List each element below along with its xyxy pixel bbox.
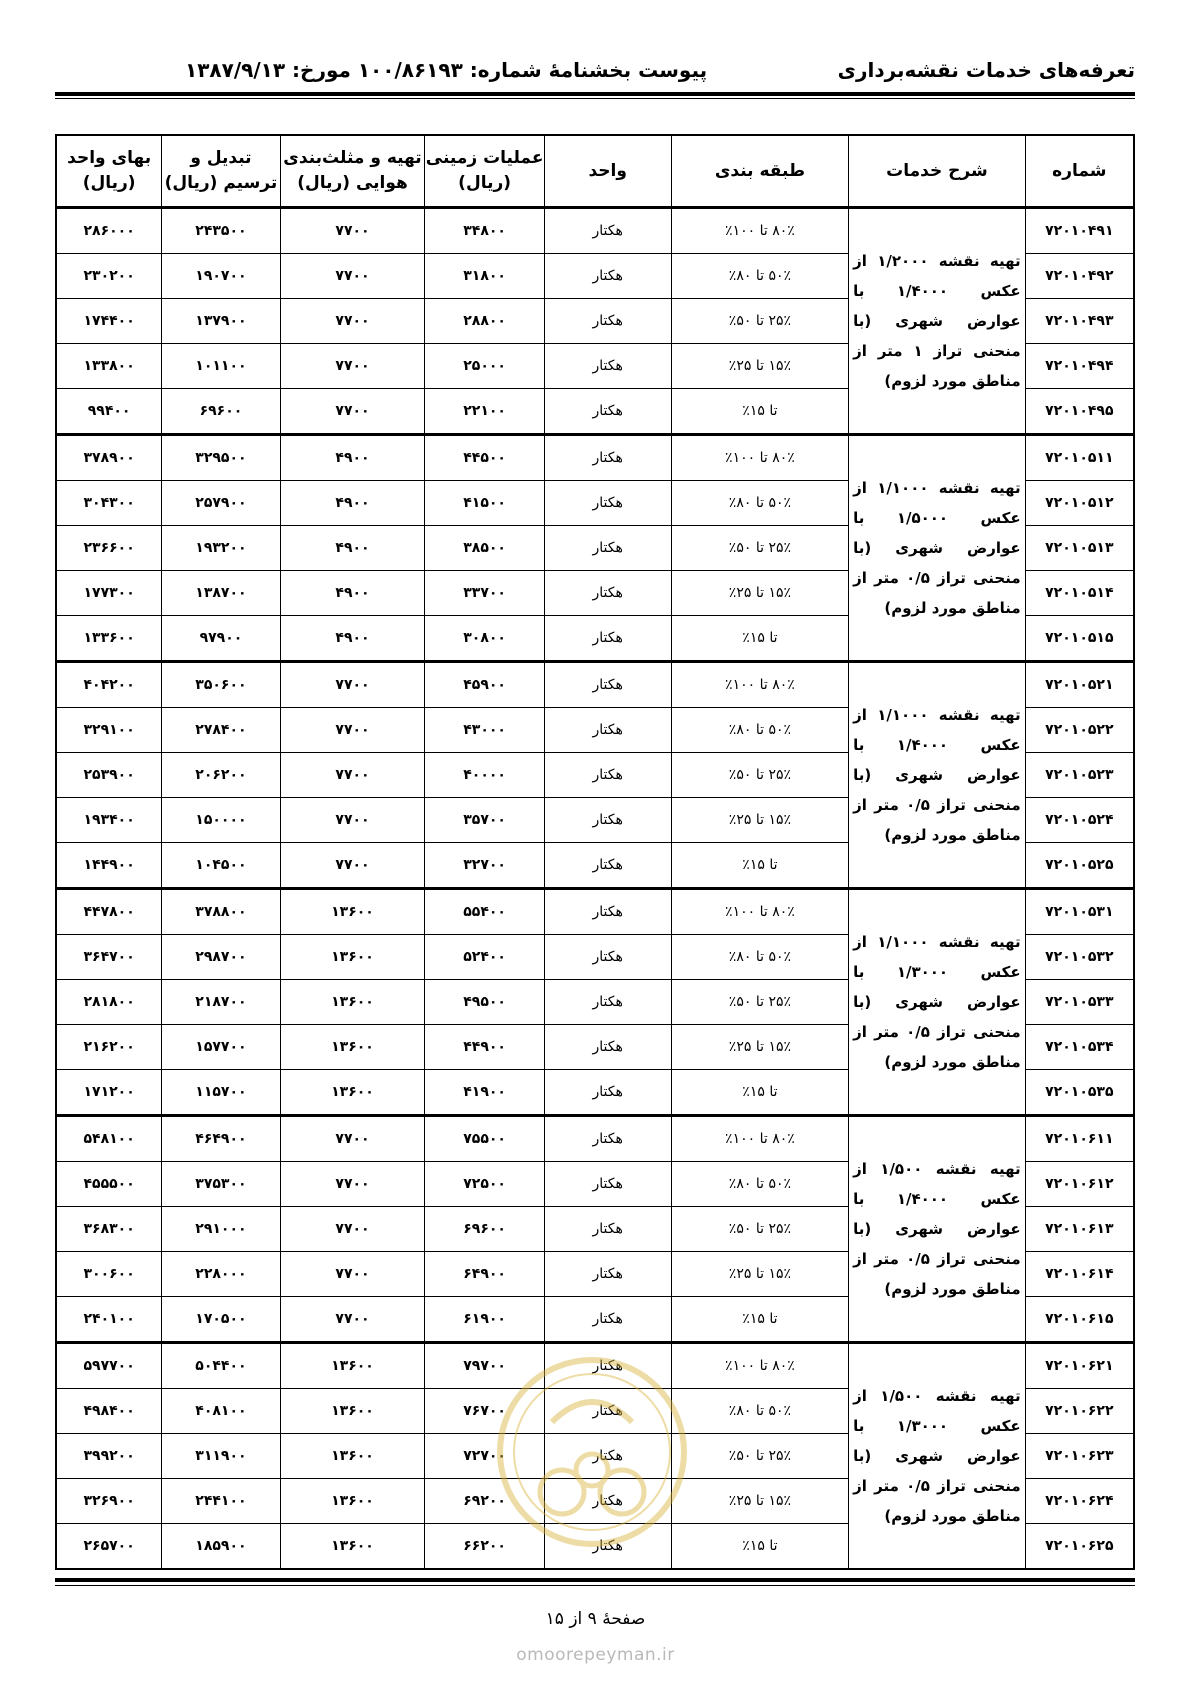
header-unit: واحد — [544, 135, 671, 208]
cell-code: ۷۲۰۱۰۶۲۳ — [1025, 1434, 1134, 1479]
cell-classification: ۲۵٪ تا ۵۰٪ — [671, 753, 849, 798]
cell-classification: ۱۵٪ تا ۲۵٪ — [671, 1252, 849, 1297]
cell-code: ۷۲۰۱۰۶۲۱ — [1025, 1343, 1134, 1389]
table-row — [56, 1116, 1134, 1162]
cell-unit-price: ۹۹۴۰۰ — [56, 389, 162, 435]
cell-unit-price: ۳۹۹۲۰۰ — [56, 1434, 162, 1479]
header-rule-thick — [55, 92, 1135, 96]
cell-ground-operations: ۶۴۹۰۰ — [425, 1252, 544, 1297]
cell-unit: هکتار — [544, 980, 671, 1025]
cell-code: ۷۲۰۱۰۵۲۱ — [1025, 662, 1134, 708]
header-code: شماره — [1025, 135, 1134, 208]
header-rule-thin — [55, 98, 1135, 99]
cell-conversion-drawing: ۵۰۴۴۰۰ — [162, 1343, 280, 1389]
cell-classification: ۲۵٪ تا ۵۰٪ — [671, 526, 849, 571]
cell-code: ۷۲۰۱۰۵۲۴ — [1025, 798, 1134, 843]
cell-aerial-triangulation: ۱۳۶۰۰ — [280, 935, 425, 980]
cell-code: ۷۲۰۱۰۶۱۴ — [1025, 1252, 1134, 1297]
cell-classification: ۲۵٪ تا ۵۰٪ — [671, 1207, 849, 1252]
cell-classification: ۸۰٪ تا ۱۰۰٪ — [671, 435, 849, 481]
cell-unit-price: ۳۲۹۱۰۰ — [56, 708, 162, 753]
cell-service-description: تهیه نقشه ۱/۱۰۰۰ از عکس ۱/۴۰۰۰ با عوارض شهری (با منحنی تراز ۰/۵ متر از مناطق مورد لزوم) — [849, 662, 1025, 889]
cell-unit-price: ۴۹۸۴۰۰ — [56, 1389, 162, 1434]
cell-classification: تا ۱۵٪ — [671, 389, 849, 435]
cell-unit-price: ۵۹۷۷۰۰ — [56, 1343, 162, 1389]
website-watermark: omoorepeyman.ir — [516, 1645, 675, 1665]
cell-ground-operations: ۲۵۰۰۰ — [425, 344, 544, 389]
cell-ground-operations: ۳۱۸۰۰ — [425, 254, 544, 299]
cell-aerial-triangulation: ۷۷۰۰ — [280, 208, 425, 254]
cell-unit-price: ۱۴۴۹۰۰ — [56, 843, 162, 889]
cell-unit: هکتار — [544, 616, 671, 662]
cell-code: ۷۲۰۱۰۶۱۳ — [1025, 1207, 1134, 1252]
cell-ground-operations: ۴۱۵۰۰ — [425, 481, 544, 526]
cell-conversion-drawing: ۲۴۳۵۰۰ — [162, 208, 280, 254]
cell-unit-price: ۱۳۳۶۰۰ — [56, 616, 162, 662]
cell-ground-operations: ۴۵۹۰۰ — [425, 662, 544, 708]
cell-unit: هکتار — [544, 344, 671, 389]
cell-unit: هکتار — [544, 254, 671, 299]
cell-unit-price: ۴۰۴۲۰۰ — [56, 662, 162, 708]
cell-unit-price: ۳۶۴۷۰۰ — [56, 935, 162, 980]
page-header — [55, 58, 1135, 88]
cell-code: ۷۲۰۱۰۵۱۲ — [1025, 481, 1134, 526]
cell-unit-price: ۱۷۱۲۰۰ — [56, 1070, 162, 1116]
cell-classification: ۵۰٪ تا ۸۰٪ — [671, 1162, 849, 1207]
cell-classification: ۸۰٪ تا ۱۰۰٪ — [671, 208, 849, 254]
tariff-table — [55, 134, 1135, 1570]
cell-code: ۷۲۰۱۰۶۲۴ — [1025, 1479, 1134, 1524]
cell-conversion-drawing: ۳۱۱۹۰۰ — [162, 1434, 280, 1479]
cell-classification: ۸۰٪ تا ۱۰۰٪ — [671, 889, 849, 935]
cell-unit: هکتار — [544, 1434, 671, 1479]
cell-service-description: تهیه نقشه ۱/۲۰۰۰ از عکس ۱/۴۰۰۰ با عوارض شهری (با منحنی تراز ۱ متر از مناطق مورد لزوم) — [849, 208, 1025, 435]
cell-conversion-drawing: ۱۹۳۲۰۰ — [162, 526, 280, 571]
header-description: شرح خدمات — [849, 135, 1025, 208]
table-row — [56, 662, 1134, 708]
cell-aerial-triangulation: ۴۹۰۰ — [280, 571, 425, 616]
cell-ground-operations: ۶۱۹۰۰ — [425, 1297, 544, 1343]
cell-unit: هکتار — [544, 526, 671, 571]
cell-ground-operations: ۷۲۵۰۰ — [425, 1162, 544, 1207]
cell-conversion-drawing: ۶۹۶۰۰ — [162, 389, 280, 435]
cell-code: ۷۲۰۱۰۵۳۴ — [1025, 1025, 1134, 1070]
cell-code: ۷۲۰۱۰۶۱۲ — [1025, 1162, 1134, 1207]
table-header-row — [56, 135, 1134, 208]
cell-aerial-triangulation: ۱۳۶۰۰ — [280, 1524, 425, 1570]
cell-code: ۷۲۰۱۰۴۹۳ — [1025, 299, 1134, 344]
cell-classification: ۱۵٪ تا ۲۵٪ — [671, 1479, 849, 1524]
cell-unit-price: ۲۴۰۱۰۰ — [56, 1297, 162, 1343]
cell-aerial-triangulation: ۷۷۰۰ — [280, 389, 425, 435]
cell-conversion-drawing: ۴۶۴۹۰۰ — [162, 1116, 280, 1162]
cell-code: ۷۲۰۱۰۴۹۲ — [1025, 254, 1134, 299]
cell-aerial-triangulation: ۷۷۰۰ — [280, 1252, 425, 1297]
cell-conversion-drawing: ۲۹۱۰۰۰ — [162, 1207, 280, 1252]
cell-classification: ۵۰٪ تا ۸۰٪ — [671, 254, 849, 299]
cell-aerial-triangulation: ۷۷۰۰ — [280, 1116, 425, 1162]
cell-conversion-drawing: ۱۵۰۰۰۰ — [162, 798, 280, 843]
cell-unit-price: ۵۴۸۱۰۰ — [56, 1116, 162, 1162]
header-classification: طبقه بندی — [671, 135, 849, 208]
cell-unit: هکتار — [544, 662, 671, 708]
cell-conversion-drawing: ۲۰۶۲۰۰ — [162, 753, 280, 798]
cell-unit-price: ۱۷۴۴۰۰ — [56, 299, 162, 344]
table-body — [56, 208, 1134, 1570]
cell-aerial-triangulation: ۷۷۰۰ — [280, 299, 425, 344]
cell-classification: ۱۵٪ تا ۲۵٪ — [671, 344, 849, 389]
cell-aerial-triangulation: ۱۳۶۰۰ — [280, 1025, 425, 1070]
cell-conversion-drawing: ۴۰۸۱۰۰ — [162, 1389, 280, 1434]
cell-unit: هکتار — [544, 935, 671, 980]
cell-ground-operations: ۳۵۷۰۰ — [425, 798, 544, 843]
cell-conversion-drawing: ۱۹۰۷۰۰ — [162, 254, 280, 299]
cell-code: ۷۲۰۱۰۵۱۳ — [1025, 526, 1134, 571]
cell-aerial-triangulation: ۱۳۶۰۰ — [280, 1434, 425, 1479]
cell-conversion-drawing: ۳۵۰۶۰۰ — [162, 662, 280, 708]
cell-unit-price: ۲۱۶۲۰۰ — [56, 1025, 162, 1070]
cell-unit-price: ۴۴۷۸۰۰ — [56, 889, 162, 935]
cell-service-description: تهیه نقشه ۱/۱۰۰۰ از عکس ۱/۳۰۰۰ با عوارض شهری (با منحنی تراز ۰/۵ متر از مناطق مورد لزوم) — [849, 889, 1025, 1116]
cell-ground-operations: ۷۵۵۰۰ — [425, 1116, 544, 1162]
cell-ground-operations: ۳۳۷۰۰ — [425, 571, 544, 616]
cell-conversion-drawing: ۳۷۵۳۰۰ — [162, 1162, 280, 1207]
cell-ground-operations: ۴۴۵۰۰ — [425, 435, 544, 481]
cell-unit: هکتار — [544, 1116, 671, 1162]
cell-classification: ۵۰٪ تا ۸۰٪ — [671, 1389, 849, 1434]
cell-aerial-triangulation: ۱۳۶۰۰ — [280, 1343, 425, 1389]
cell-unit-price: ۲۵۳۹۰۰ — [56, 753, 162, 798]
cell-unit-price: ۲۶۵۷۰۰ — [56, 1524, 162, 1570]
cell-conversion-drawing: ۱۳۷۹۰۰ — [162, 299, 280, 344]
cell-conversion-drawing: ۲۲۸۰۰۰ — [162, 1252, 280, 1297]
cell-aerial-triangulation: ۴۹۰۰ — [280, 616, 425, 662]
cell-ground-operations: ۴۹۵۰۰ — [425, 980, 544, 1025]
cell-ground-operations: ۳۴۸۰۰ — [425, 208, 544, 254]
cell-code: ۷۲۰۱۰۵۲۵ — [1025, 843, 1134, 889]
cell-aerial-triangulation: ۷۷۰۰ — [280, 254, 425, 299]
cell-conversion-drawing: ۳۲۹۵۰۰ — [162, 435, 280, 481]
cell-unit: هکتار — [544, 1252, 671, 1297]
table-row — [56, 208, 1134, 254]
cell-classification: تا ۱۵٪ — [671, 616, 849, 662]
cell-classification: تا ۱۵٪ — [671, 1070, 849, 1116]
cell-aerial-triangulation: ۴۹۰۰ — [280, 481, 425, 526]
cell-aerial-triangulation: ۱۳۶۰۰ — [280, 1070, 425, 1116]
cell-unit: هکتار — [544, 1207, 671, 1252]
cell-conversion-drawing: ۱۰۱۱۰۰ — [162, 344, 280, 389]
cell-conversion-drawing: ۲۹۸۷۰۰ — [162, 935, 280, 980]
cell-unit: هکتار — [544, 1524, 671, 1570]
header-conversion-drawing: تبدیل و ترسیم (ریال) — [162, 135, 280, 208]
cell-unit: هکتار — [544, 1297, 671, 1343]
cell-service-description: تهیه نقشه ۱/۵۰۰ از عکس ۱/۴۰۰۰ با عوارض شهری (با منحنی تراز ۰/۵ متر از مناطق مورد لزوم) — [849, 1116, 1025, 1343]
cell-unit: هکتار — [544, 1025, 671, 1070]
table-row — [56, 1343, 1134, 1389]
cell-aerial-triangulation: ۱۳۶۰۰ — [280, 980, 425, 1025]
cell-ground-operations: ۲۸۸۰۰ — [425, 299, 544, 344]
cell-ground-operations: ۳۰۸۰۰ — [425, 616, 544, 662]
cell-code: ۷۲۰۱۰۴۹۵ — [1025, 389, 1134, 435]
cell-conversion-drawing: ۹۷۹۰۰ — [162, 616, 280, 662]
cell-unit: هکتار — [544, 708, 671, 753]
cell-aerial-triangulation: ۴۹۰۰ — [280, 435, 425, 481]
cell-ground-operations: ۷۹۷۰۰ — [425, 1343, 544, 1389]
cell-code: ۷۲۰۱۰۵۱۱ — [1025, 435, 1134, 481]
cell-code: ۷۲۰۱۰۵۲۳ — [1025, 753, 1134, 798]
cell-code: ۷۲۰۱۰۶۱۱ — [1025, 1116, 1134, 1162]
cell-code: ۷۲۰۱۰۵۳۳ — [1025, 980, 1134, 1025]
cell-ground-operations: ۶۶۲۰۰ — [425, 1524, 544, 1570]
cell-unit: هکتار — [544, 843, 671, 889]
cell-code: ۷۲۰۱۰۵۳۱ — [1025, 889, 1134, 935]
cell-conversion-drawing: ۱۵۷۷۰۰ — [162, 1025, 280, 1070]
cell-unit-price: ۳۷۸۹۰۰ — [56, 435, 162, 481]
cell-aerial-triangulation: ۷۷۰۰ — [280, 1297, 425, 1343]
cell-code: ۷۲۰۱۰۶۲۵ — [1025, 1524, 1134, 1570]
cell-code: ۷۲۰۱۰۴۹۱ — [1025, 208, 1134, 254]
cell-unit-price: ۲۳۶۶۰۰ — [56, 526, 162, 571]
cell-unit: هکتار — [544, 389, 671, 435]
cell-classification: ۵۰٪ تا ۸۰٪ — [671, 708, 849, 753]
cell-classification: تا ۱۵٪ — [671, 1524, 849, 1570]
header-aerial-triangulation: تهیه و مثلث‌بندی هوایی (ریال) — [280, 135, 425, 208]
cell-aerial-triangulation: ۴۹۰۰ — [280, 526, 425, 571]
cell-unit: هکتار — [544, 1479, 671, 1524]
cell-unit-price: ۳۶۸۳۰۰ — [56, 1207, 162, 1252]
cell-service-description: تهیه نقشه ۱/۱۰۰۰ از عکس ۱/۵۰۰۰ با عوارض شهری (با منحنی تراز ۰/۵ متر از مناطق مورد لزوم) — [849, 435, 1025, 662]
cell-conversion-drawing: ۲۴۴۱۰۰ — [162, 1479, 280, 1524]
cell-conversion-drawing: ۲۱۸۷۰۰ — [162, 980, 280, 1025]
cell-classification: ۸۰٪ تا ۱۰۰٪ — [671, 662, 849, 708]
cell-aerial-triangulation: ۷۷۰۰ — [280, 753, 425, 798]
cell-aerial-triangulation: ۱۳۶۰۰ — [280, 889, 425, 935]
cell-unit: هکتار — [544, 1162, 671, 1207]
cell-unit: هکتار — [544, 798, 671, 843]
cell-ground-operations: ۶۹۲۰۰ — [425, 1479, 544, 1524]
header-unit-price: بهای واحد (ریال) — [56, 135, 162, 208]
cell-code: ۷۲۰۱۰۵۱۴ — [1025, 571, 1134, 616]
cell-conversion-drawing: ۳۷۸۸۰۰ — [162, 889, 280, 935]
cell-aerial-triangulation: ۱۳۶۰۰ — [280, 1479, 425, 1524]
cell-classification: تا ۱۵٪ — [671, 843, 849, 889]
cell-conversion-drawing: ۲۷۸۴۰۰ — [162, 708, 280, 753]
cell-conversion-drawing: ۱۳۸۷۰۰ — [162, 571, 280, 616]
cell-unit: هکتار — [544, 208, 671, 254]
cell-conversion-drawing: ۱۷۰۵۰۰ — [162, 1297, 280, 1343]
cell-code: ۷۲۰۱۰۵۳۲ — [1025, 935, 1134, 980]
cell-unit: هکتار — [544, 481, 671, 526]
page-number: صفحهٔ ۹ از ۱۵ — [545, 1609, 646, 1629]
cell-classification: ۲۵٪ تا ۵۰٪ — [671, 1434, 849, 1479]
cell-code: ۷۲۰۱۰۶۲۲ — [1025, 1389, 1134, 1434]
cell-classification: تا ۱۵٪ — [671, 1297, 849, 1343]
table-row — [56, 435, 1134, 481]
cell-unit: هکتار — [544, 1343, 671, 1389]
cell-aerial-triangulation: ۷۷۰۰ — [280, 344, 425, 389]
cell-aerial-triangulation: ۱۳۶۰۰ — [280, 1389, 425, 1434]
cell-conversion-drawing: ۱۱۵۷۰۰ — [162, 1070, 280, 1116]
cell-classification: ۸۰٪ تا ۱۰۰٪ — [671, 1116, 849, 1162]
cell-ground-operations: ۳۲۷۰۰ — [425, 843, 544, 889]
cell-classification: ۵۰٪ تا ۸۰٪ — [671, 481, 849, 526]
circular-reference: پیوست بخشنامهٔ شماره: ۱۰۰/۸۶۱۹۳ مورخ: ۱۳۸۷/۹/۱۳ — [185, 58, 708, 82]
cell-conversion-drawing: ۲۵۷۹۰۰ — [162, 481, 280, 526]
cell-ground-operations: ۳۸۵۰۰ — [425, 526, 544, 571]
cell-aerial-triangulation: ۷۷۰۰ — [280, 1162, 425, 1207]
cell-conversion-drawing: ۱۰۴۵۰۰ — [162, 843, 280, 889]
cell-ground-operations: ۵۲۴۰۰ — [425, 935, 544, 980]
cell-code: ۷۲۰۱۰۴۹۴ — [1025, 344, 1134, 389]
cell-unit-price: ۱۹۳۴۰۰ — [56, 798, 162, 843]
table-row — [56, 889, 1134, 935]
cell-aerial-triangulation: ۷۷۰۰ — [280, 662, 425, 708]
cell-ground-operations: ۴۰۰۰۰ — [425, 753, 544, 798]
cell-ground-operations: ۴۱۹۰۰ — [425, 1070, 544, 1116]
cell-unit: هکتار — [544, 753, 671, 798]
cell-unit: هکتار — [544, 571, 671, 616]
cell-ground-operations: ۵۵۴۰۰ — [425, 889, 544, 935]
header-ground-operations: عملیات زمینی (ریال) — [425, 135, 544, 208]
cell-unit-price: ۳۰۰۶۰۰ — [56, 1252, 162, 1297]
cell-unit: هکتار — [544, 1389, 671, 1434]
cell-unit: هکتار — [544, 299, 671, 344]
cell-aerial-triangulation: ۷۷۰۰ — [280, 1207, 425, 1252]
cell-ground-operations: ۴۳۰۰۰ — [425, 708, 544, 753]
cell-code: ۷۲۰۱۰۵۱۵ — [1025, 616, 1134, 662]
cell-conversion-drawing: ۱۸۵۹۰۰ — [162, 1524, 280, 1570]
cell-ground-operations: ۶۹۶۰۰ — [425, 1207, 544, 1252]
cell-ground-operations: ۴۴۹۰۰ — [425, 1025, 544, 1070]
cell-classification: ۱۵٪ تا ۲۵٪ — [671, 1025, 849, 1070]
cell-classification: ۵۰٪ تا ۸۰٪ — [671, 935, 849, 980]
cell-aerial-triangulation: ۷۷۰۰ — [280, 708, 425, 753]
cell-code: ۷۲۰۱۰۵۳۵ — [1025, 1070, 1134, 1116]
footer-rule-thin — [55, 1585, 1135, 1586]
document-title: تعرفه‌های خدمات نقشه‌برداری — [837, 58, 1135, 82]
cell-unit-price: ۲۸۱۸۰۰ — [56, 980, 162, 1025]
cell-code: ۷۲۰۱۰۶۱۵ — [1025, 1297, 1134, 1343]
cell-unit-price: ۳۲۶۹۰۰ — [56, 1479, 162, 1524]
cell-ground-operations: ۷۶۷۰۰ — [425, 1389, 544, 1434]
cell-unit-price: ۲۸۶۰۰۰ — [56, 208, 162, 254]
cell-ground-operations: ۲۲۱۰۰ — [425, 389, 544, 435]
footer-rule-thick — [55, 1578, 1135, 1582]
cell-aerial-triangulation: ۷۷۰۰ — [280, 843, 425, 889]
cell-unit-price: ۲۳۰۲۰۰ — [56, 254, 162, 299]
cell-aerial-triangulation: ۷۷۰۰ — [280, 798, 425, 843]
cell-classification: ۸۰٪ تا ۱۰۰٪ — [671, 1343, 849, 1389]
cell-code: ۷۲۰۱۰۵۲۲ — [1025, 708, 1134, 753]
cell-classification: ۲۵٪ تا ۵۰٪ — [671, 980, 849, 1025]
cell-classification: ۱۵٪ تا ۲۵٪ — [671, 571, 849, 616]
cell-service-description: تهیه نقشه ۱/۵۰۰ از عکس ۱/۳۰۰۰ با عوارض شهری (با منحنی تراز ۰/۵ متر از مناطق مورد لزوم) — [849, 1343, 1025, 1570]
cell-unit-price: ۱۳۳۸۰۰ — [56, 344, 162, 389]
cell-ground-operations: ۷۲۷۰۰ — [425, 1434, 544, 1479]
cell-unit-price: ۱۷۷۳۰۰ — [56, 571, 162, 616]
cell-unit-price: ۴۵۵۵۰۰ — [56, 1162, 162, 1207]
cell-classification: ۱۵٪ تا ۲۵٪ — [671, 798, 849, 843]
cell-unit: هکتار — [544, 889, 671, 935]
cell-classification: ۲۵٪ تا ۵۰٪ — [671, 299, 849, 344]
cell-unit: هکتار — [544, 1070, 671, 1116]
cell-unit-price: ۳۰۴۳۰۰ — [56, 481, 162, 526]
cell-unit: هکتار — [544, 435, 671, 481]
